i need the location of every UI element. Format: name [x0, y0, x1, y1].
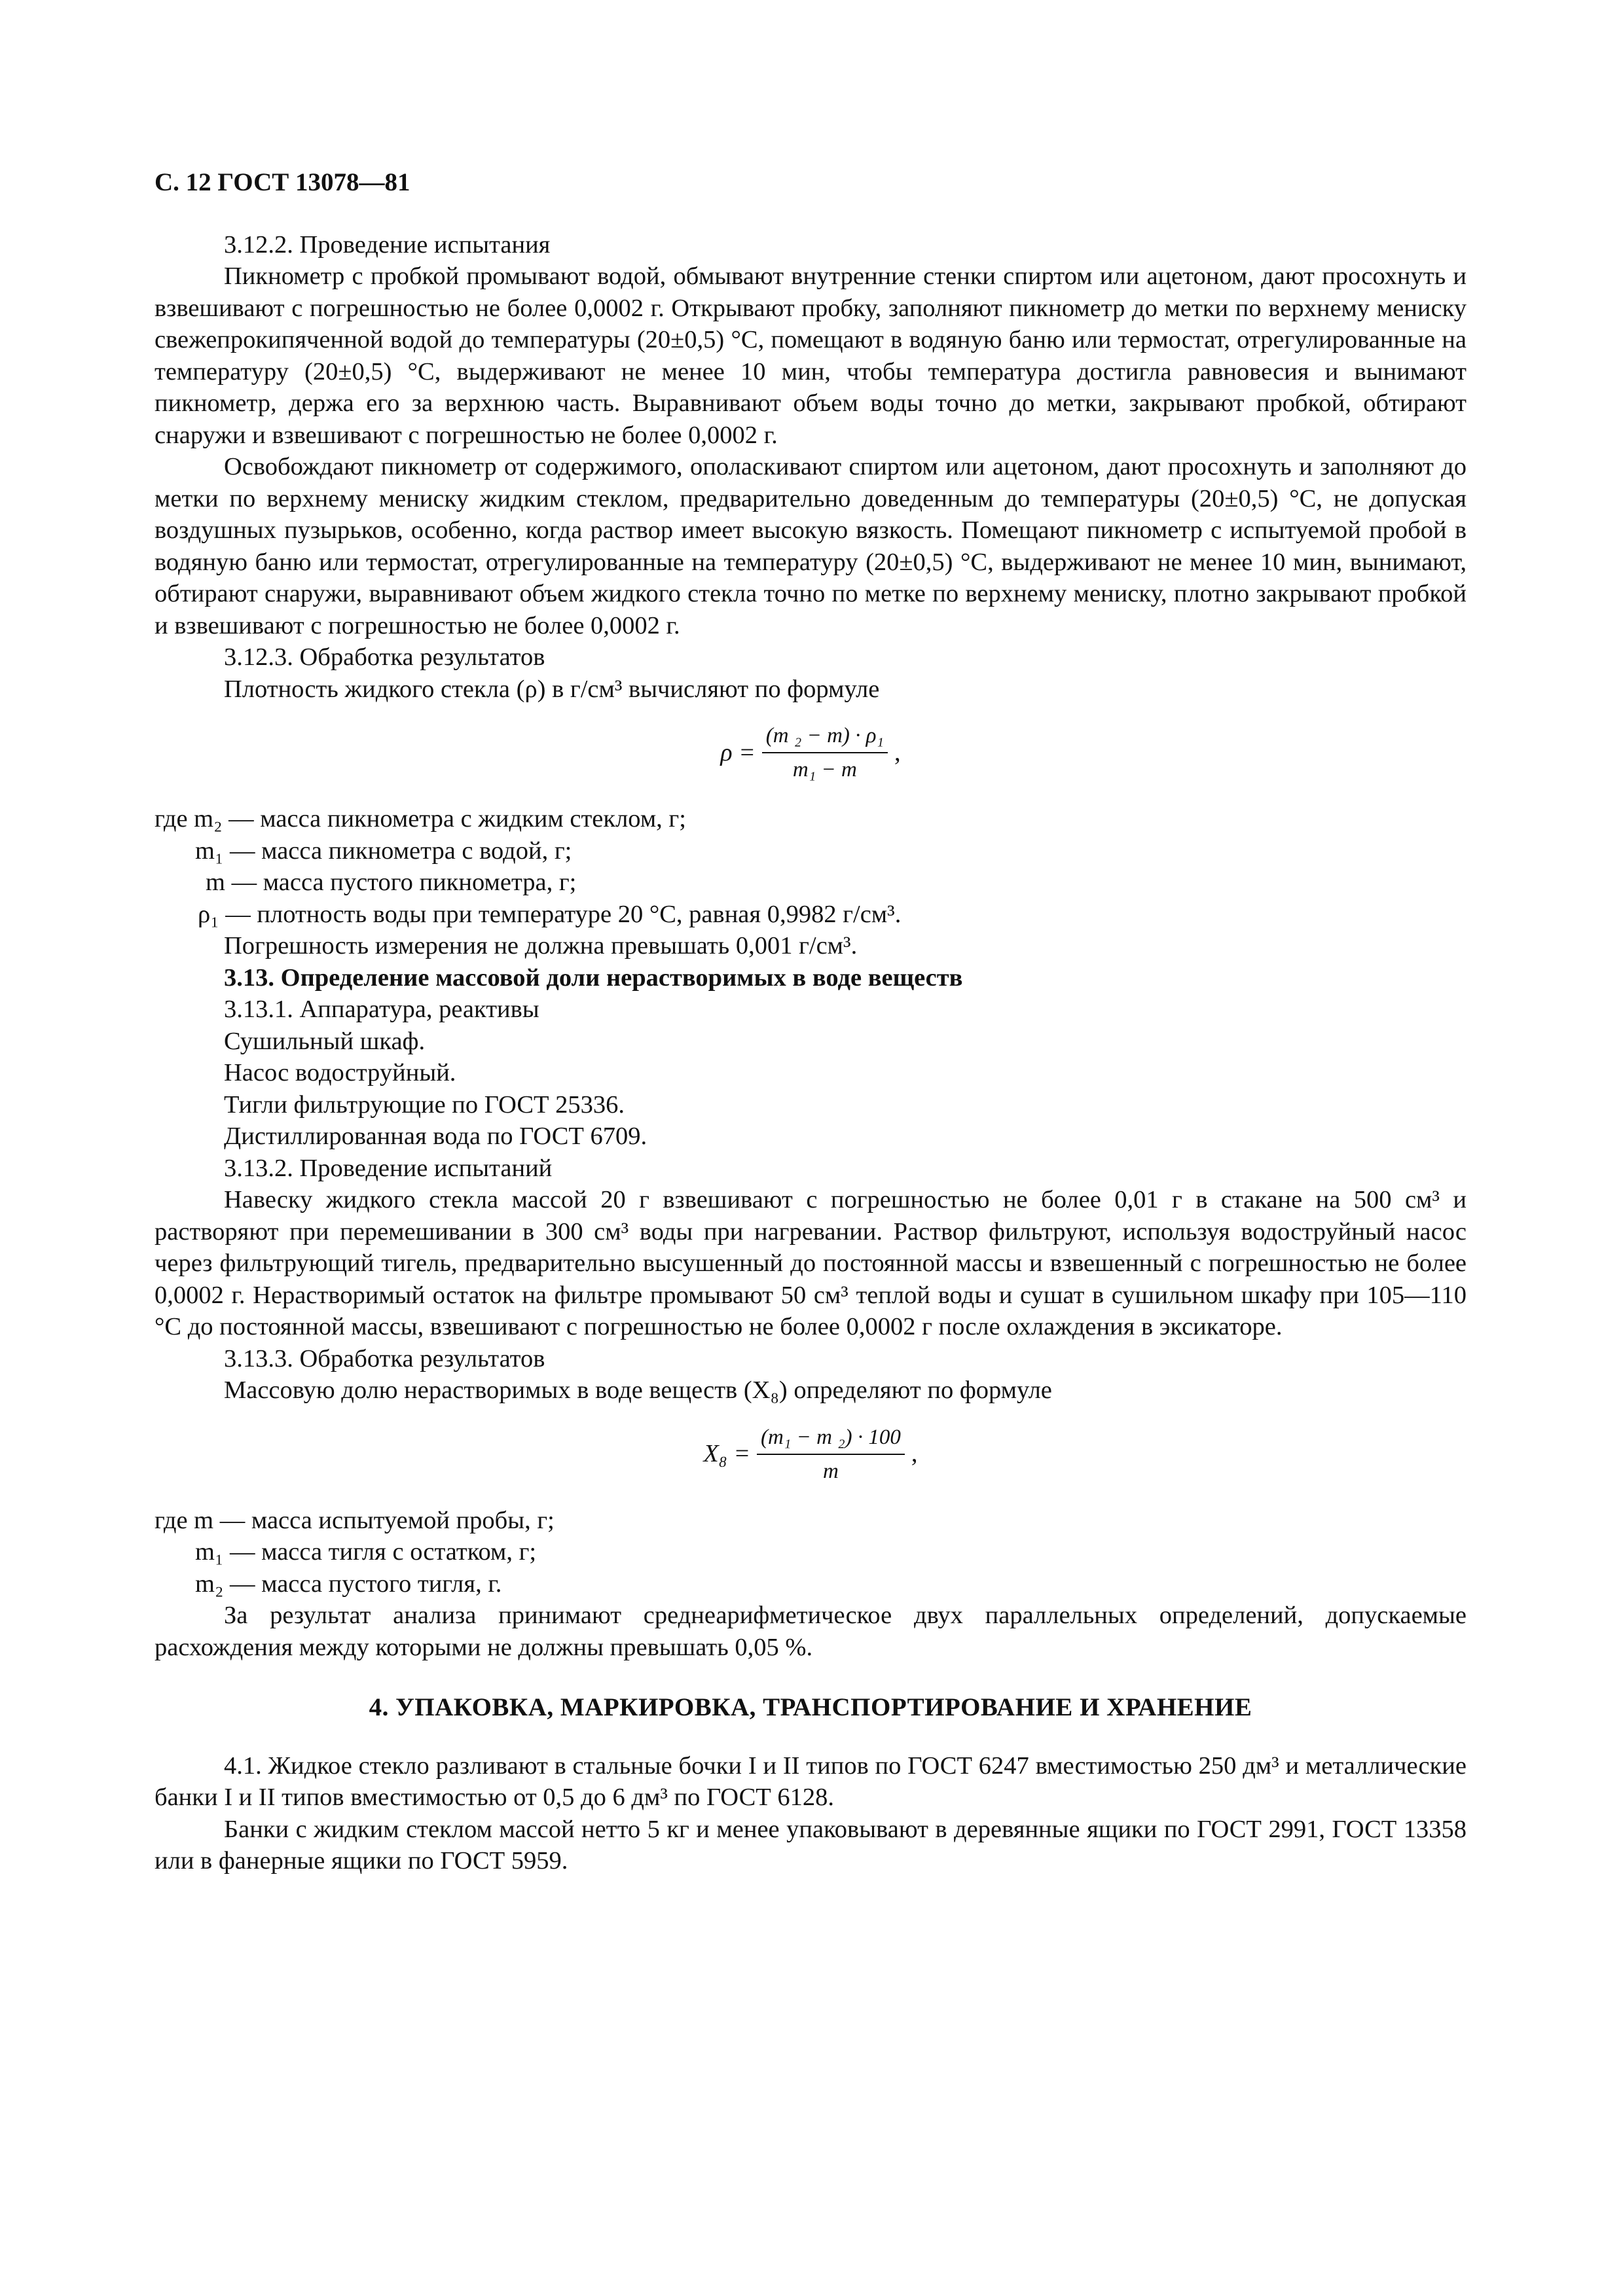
- density-formula-fraction: [762, 721, 888, 784]
- density-formula-denominator: m₁ − m: [792, 758, 857, 781]
- insoluble-formula-legend: [155, 1505, 1467, 1600]
- insoluble-formula: [155, 1416, 1467, 1493]
- section-3-13-2-title: 3.13.2. Проведение испытаний: [224, 1154, 553, 1182]
- density-formula-legend: [155, 803, 1467, 930]
- section-3-12-3-title: 3.12.3. Обработка результатов: [224, 643, 545, 671]
- section-3-12-2-paragraph-1: Пикнометр с пробкой промывают водой, обмывают внутренние стенки спиртом или ацетоном, дают просохнуть и взвешивают с погрешностью не более 0,0002 г. Открывают пробку, заполняют пикнометр до метки по верхнему мениску свежепрокипяченной водой до температуры (20±0,5) °С, помещают в водяную баню или термостат, отрегулированные на температуру (20±0,5) °С, выдерживают не менее 10 мин, чтобы температура достигла равновесия и вынимают пикнометр, держа его за верхнюю часть. Выравнивают объем воды точно до метки, закрывают пробкой, обтирают снаружи и взвешивают с погрешностью не более 0,0002 г.: [155, 262, 1467, 449]
- insoluble-formula-intro: Массовую долю нерастворимых в воде веществ (X₈) определяют по формуле: [224, 1376, 1052, 1404]
- density-formula-comma: ,: [894, 738, 901, 766]
- document-page: [155, 167, 1467, 1877]
- result-rule: За результат анализа принимают среднеарифметическое двух параллельных определений, допускаемые расхождения между которыми не должны превышать 0,05 %.: [155, 1602, 1467, 1661]
- equipment-item: Сушильный шкаф.: [224, 1027, 426, 1055]
- section-3-13-2-text: Навеску жидкого стекла массой 20 г взвешивают с погрешностью не более 0,01 г в стакане на 500 см³ и растворяют при перемешивании в 300 см³ воды при нагревании. Раствор фильтруют, используя водоструйный насос через фильтрующий тигель, предварительно высушенный до постоянной массы и взвешенный с погрешностью не более 0,0002 г. Нерастворимый остаток на фильтре промывают 50 см³ теплой воды и сушат в сушильном шкафу при 105—110 °С до постоянной массы, взвешивают с погрешностью не более 0,0002 г после охлаждения в эксикаторе.: [155, 1186, 1467, 1340]
- insoluble-formula-denominator: m: [823, 1459, 839, 1483]
- section-3-12-2-title: 3.12.2. Проведение испытания: [224, 230, 551, 259]
- insoluble-formula-fraction: [757, 1423, 905, 1486]
- insoluble-formula-comma: ,: [911, 1440, 918, 1468]
- section-4-1-paragraph: 4.1. Жидкое стекло разливают в стальные бочки I и II типов по ГОСТ 6247 вместимостью 250 дм³ и металлические банки I и II типов вместимостью от 0,5 до 6 дм³ по ГОСТ 6128.: [155, 1751, 1467, 1811]
- legend-item: m — масса пустого пикнометра, г;: [206, 869, 577, 896]
- section-4-1-paragraph-2: Банки с жидким стеклом массой нетто 5 кг и менее упаковывают в деревянные ящики по ГОСТ 2991, ГОСТ 13358 или в фанерные ящики по ГОСТ 5959.: [155, 1815, 1467, 1874]
- legend-item: m₁ — масса тигля с остатком, г;: [195, 1538, 537, 1566]
- measurement-accuracy: Погрешность измерения не должна превышать 0,001 г/см³.: [224, 932, 858, 960]
- legend-item: где m — масса испытуемой пробы, г;: [155, 1506, 555, 1534]
- equipment-item: Тигли фильтрующие по ГОСТ 25336.: [224, 1090, 625, 1119]
- section-4-heading: 4. УПАКОВКА, МАРКИРОВКА, ТРАНСПОРТИРОВАНИЕ И ХРАНЕНИЕ: [369, 1693, 1252, 1721]
- equipment-item: Дистиллированная вода по ГОСТ 6709.: [224, 1122, 647, 1150]
- density-formula: [155, 714, 1467, 791]
- density-formula-intro: Плотность жидкого стекла (ρ) в г/см³ вычисляют по формуле: [224, 675, 880, 703]
- section-3-13-1-title: 3.13.1. Аппаратура, реактивы: [224, 996, 539, 1023]
- equipment-item: Насос водоструйный.: [224, 1059, 456, 1086]
- insoluble-formula-lhs: X₈ =: [703, 1440, 751, 1468]
- legend-item: ρ₁ — плотность воды при температуре 20 °С, равная 0,9982 г/см³.: [198, 900, 902, 928]
- density-formula-lhs: ρ =: [720, 738, 756, 766]
- section-3-12-2-paragraph-2: Освобождают пикнометр от содержимого, ополаскивают спиртом или ацетоном, дают просохнуть и заполняют до метки по верхнему мениску жидким стеклом, предварительно доведенным до температуры (20±0,5) °С, не допуская воздушных пузырьков, особенно, когда раствор имеет высокую вязкость. Помещают пикнометр с испытуемой пробой в водяную баню или термостат, отрегулированные на температуру (20±0,5) °С, выдерживают не менее 10 мин, вынимают, обтирают снаружи, выравнивают объем жидкого стекла точно по метке по верхнему мениску, плотно закрывают пробкой и взвешивают с погрешностью не более 0,0002 г.: [155, 453, 1467, 639]
- legend-item: где m₂ — масса пикнометра с жидким стеклом, г;: [155, 805, 686, 833]
- section-3-13-title: 3.13. Определение массовой доли нерастворимых в воде веществ: [224, 963, 963, 992]
- page-header: С. 12 ГОСТ 13078—81: [155, 168, 410, 196]
- section-3-13-3-title: 3.13.3. Обработка результатов: [224, 1344, 545, 1372]
- legend-item: m₂ — масса пустого тигля, г.: [195, 1570, 502, 1598]
- legend-item: m₁ — масса пикнометра с водой, г;: [195, 836, 572, 865]
- density-formula-numerator: (m ₂ − m) · ρ₁: [762, 721, 888, 753]
- insoluble-formula-numerator: (m₁ − m ₂) · 100: [757, 1423, 905, 1455]
